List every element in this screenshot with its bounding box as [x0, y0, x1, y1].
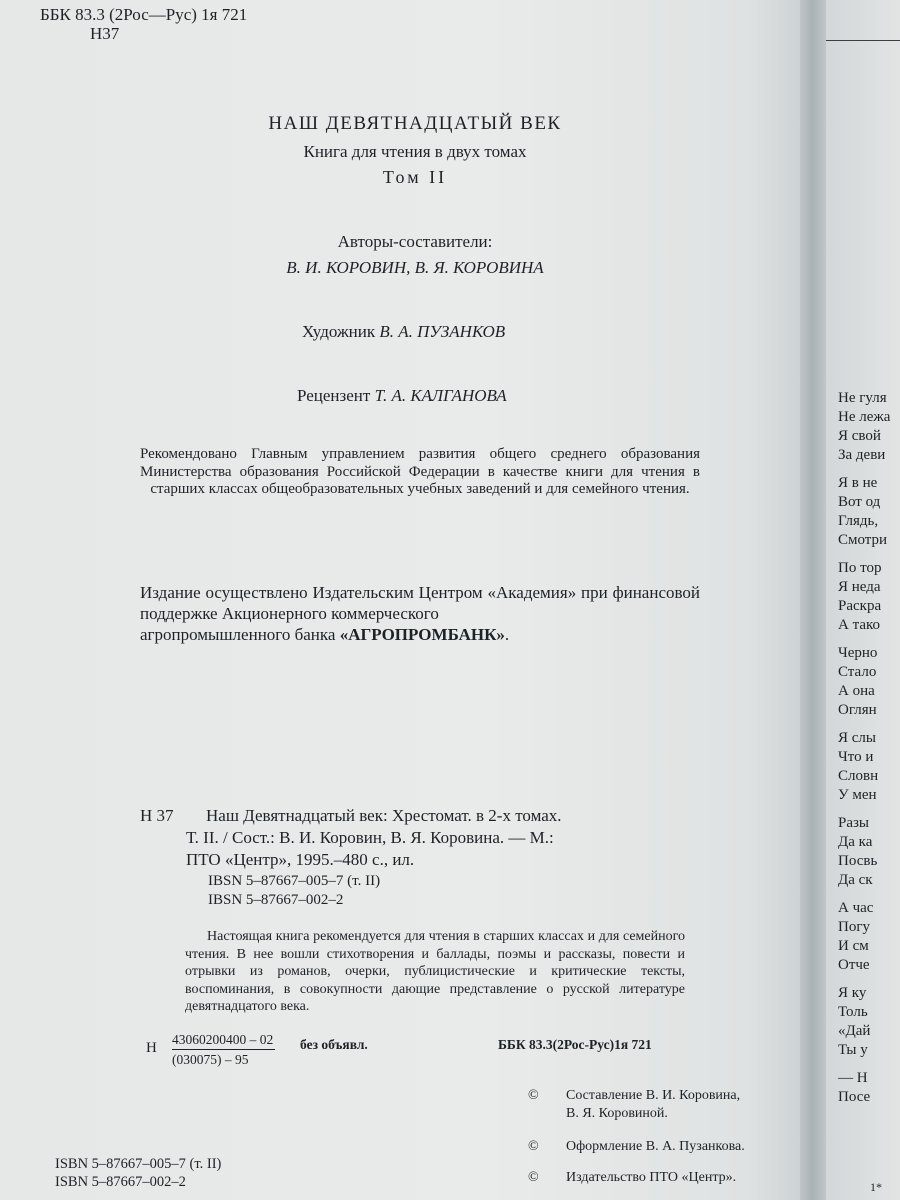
facing-page-verse-line: Посвь — [838, 853, 878, 869]
facing-page-verse-line: Смотри — [838, 532, 888, 548]
bbk-code: ББК 83.3 (2Рос—Рус) 1я 721 — [40, 5, 248, 24]
facing-page — [826, 0, 900, 1200]
facing-page-verse-line: По тор — [838, 560, 882, 576]
fraction-denominator: (030075) – 95 — [172, 1052, 249, 1067]
publisher-line-1: Издание осуществлено Издательским Центром «Академия» — [140, 583, 577, 602]
copyright-compilers-line-2: В. Я. Коровиной. — [566, 1106, 668, 1121]
facing-page-verse-line: А она — [838, 683, 875, 699]
facing-page-verse-line: Погу — [838, 919, 870, 935]
facing-page-verse-line: И см — [838, 938, 869, 954]
publisher-line-3: агропромышленного банка «АГРОПРОМБАНК». — [140, 625, 510, 644]
facing-page-verse-line: Словн — [838, 768, 879, 784]
catalog-isbn-2: IBSN 5–87667–002–2 — [208, 892, 344, 908]
recommendation-text: Рекомендовано Главным управлением развития общего среднего образования Министерства образования Российской Федерации в качестве книги для чтения в старших классах общеобразовательных учебных заведений и для семейного чтения. — [140, 446, 700, 497]
facing-page-verse-line: Не гуля — [838, 390, 887, 406]
facing-page-verse-line: У мен — [838, 787, 877, 803]
facing-page-verse-line: Вот од — [838, 494, 881, 510]
facing-page-verse-line: Что и — [838, 749, 874, 765]
price-note: без объявл. — [300, 1037, 368, 1052]
footer-isbn-2: ISBN 5–87667–002–2 — [55, 1174, 186, 1190]
facing-page-verse-line: За деви — [838, 447, 886, 463]
facing-page-verse-line: Я слы — [838, 730, 876, 746]
author-mark: Н37 — [90, 24, 120, 43]
facing-page-verse-line: Посе — [838, 1089, 871, 1105]
copyright-symbol-3: © — [528, 1170, 539, 1185]
facing-page-verse-line: Я ку — [838, 985, 867, 1001]
copyright-publisher: Издательство ПТО «Центр». — [566, 1170, 737, 1185]
catalog-line-3: ПТО «Центр», 1995.–480 с., ил. — [186, 850, 415, 869]
catalog-isbn-1: IBSN 5–87667–005–7 (т. II) — [208, 873, 381, 889]
publisher-line-2: при финансовой поддержке Акционерного коммерческого — [140, 583, 700, 623]
facing-page-verse-line: Я свой — [838, 428, 881, 444]
facing-page-verse-line: «Дай — [838, 1023, 871, 1039]
annotation-text: Настоящая книга рекомендуется для чтения в старших классах и для семейного чтения. В нее вошли стихотворения и баллады, поэмы и рассказы, повести и отрывки из романов, очерки, публицистические и критические тексты, воспоминания, в совокупности дающие представление о русской литературе девятнадцатого века. — [185, 929, 685, 1014]
catalog-line-1: Наш Девятнадцатый век: Хрестомат. в 2-х томах. — [206, 806, 562, 825]
book-title: НАШ ДЕВЯТНАДЦАТЫЙ ВЕК — [268, 113, 562, 134]
facing-page-verse-line: Не лежа — [838, 409, 891, 425]
facing-page-rule — [826, 40, 900, 41]
artist-credit — [302, 322, 505, 342]
copyright-symbol-1: © — [528, 1088, 539, 1103]
volume-label: Том II — [382, 167, 448, 187]
publisher-note — [140, 582, 700, 645]
facing-page-verse-line: Я неда — [838, 579, 881, 595]
facing-page-verse-line: Оглян — [838, 702, 877, 718]
facing-page-verse-line: Да ск — [838, 872, 873, 888]
book-subtitle: Книга для чтения в двух томах — [303, 142, 527, 161]
catalog-line-2: Т. II. / Сост.: В. И. Коровин, В. Я. Коровина. — М.: — [186, 828, 554, 847]
authors-label: Авторы-составители: — [337, 232, 493, 251]
bbk-footer: ББК 83.3(2Рос-Рус)1я 721 — [498, 1037, 652, 1052]
reviewer-name: Т. А. КАЛГАНОВА — [374, 386, 507, 405]
book-gutter — [800, 0, 828, 1200]
facing-page-verse-line: Черно — [838, 645, 878, 661]
reviewer-credit — [297, 386, 507, 406]
footer-isbn-1: ISBN 5–87667–005–7 (т. II) — [55, 1156, 222, 1172]
reviewer-label: Рецензент — [297, 386, 371, 405]
copyright-compilers-line-1: Составление В. И. Коровина, — [566, 1088, 741, 1103]
artist-name: В. А. ПУЗАНКОВ — [379, 322, 506, 341]
facing-page-verse-line: — Н — [838, 1070, 868, 1086]
artist-label: Художник — [302, 322, 376, 341]
copyright-design: Оформление В. А. Пузанкова. — [566, 1139, 745, 1154]
facing-page-signature: 1* — [870, 1180, 882, 1194]
catalog-code: Н 37 — [140, 806, 174, 825]
copyright-symbol-2: © — [528, 1139, 539, 1154]
facing-page-verse-line: Отче — [838, 957, 870, 973]
facing-page-verse-line: Стало — [838, 664, 877, 680]
authors-names: В. И. КОРОВИН, В. Я. КОРОВИНА — [286, 258, 544, 277]
facing-page-verse-line: Разы — [838, 815, 870, 831]
facing-page-verse-line: А час — [838, 900, 874, 916]
facing-page-verse-line: Ты у — [838, 1042, 868, 1058]
facing-page-verse-line: Да ка — [838, 834, 873, 850]
facing-page-verse-line: Я в не — [838, 475, 878, 491]
facing-page-verse-line: А тако — [838, 617, 881, 633]
facing-page-verse-line: Раскра — [838, 598, 882, 614]
facing-page-verse-line: Глядь, — [838, 513, 879, 529]
facing-page-verse-line: Толь — [838, 1004, 868, 1020]
fraction-numerator: 43060200400 – 02 — [172, 1032, 275, 1050]
fraction-prefix: Н — [146, 1040, 157, 1056]
